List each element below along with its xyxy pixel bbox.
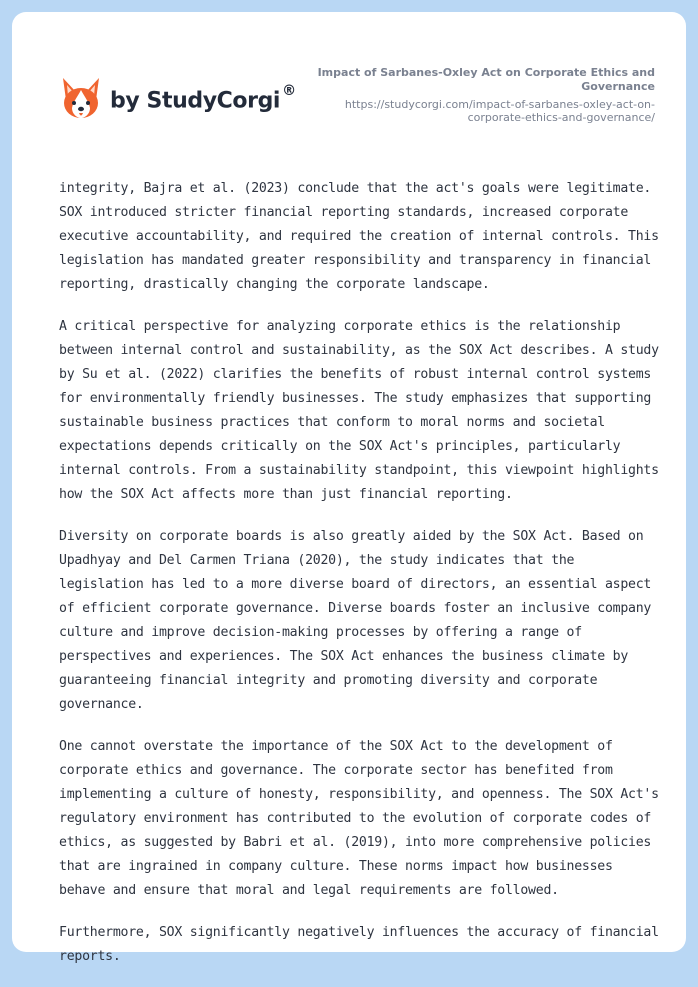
studycorgi-logo[interactable]: [60, 76, 296, 120]
paragraph: integrity, Bajra et al. (2023) conclude that the act's goals were legitimate. SOX introduced stricter financial reporting standards, increased corporate executive accountability, and required the creation of internal controls. This legislation has mandated greater responsibility and transparency in financial reporting, drastically changing the corporate landscape.: [59, 181, 659, 292]
page-header: [12, 12, 686, 162]
document-url[interactable]: https://studycorgi.com/impact-of-sarbanes-oxley-act-on-corporate-ethics-and-governance/: [344, 98, 655, 124]
paragraph: Diversity on corporate boards is also greatly aided by the SOX Act. Based on Upadhyay and Del Carmen Triana (2020), the study indicates that the legislation has led to a more diverse board of directors, an essential aspect of efficient corporate governance. Diverse boards foster an inclusive company culture and improve decision-making processes by offering a range of perspectives and experiences. The SOX Act enhances the business climate by guaranteeing financial integrity and promoting diversity and corporate governance.: [59, 529, 652, 712]
document-title: Impact of Sarbanes-Oxley Act on Corporate Ethics and Governance: [317, 66, 655, 93]
document-meta: [315, 66, 655, 124]
essay-body: [59, 177, 659, 987]
paragraph: A critical perspective for analyzing corporate ethics is the relationship between internal control and sustainability, as the SOX Act describes. A study by Su et al. (2022) clarifies the benefits of robust internal control systems for environmentally friendly businesses. The study emphasizes that supporting sustainable business practices that conform to moral norms and societal expectations depends critically on the SOX Act's principles, particularly internal controls. From a sustainability standpoint, this viewpoint highlights how the SOX Act affects more than just financial reporting.: [59, 319, 659, 502]
registered-mark: ®: [282, 82, 296, 99]
document-page: [12, 12, 686, 964]
brand-name: by StudyCorgi ®: [110, 82, 296, 114]
corgi-logo-icon: [60, 76, 102, 120]
paragraph: One cannot overstate the importance of the SOX Act to the development of corporate ethics and governance. The corporate sector has benefited from implementing a culture of honesty, responsibility, and openness. The SOX Act's regulatory environment has contributed to the evolution of corporate codes of ethics, as suggested by Babri et al. (2019), into more comprehensive policies that are ingrained in company culture. These norms impact how businesses behave and ensure that moral and legal requirements are followed.: [59, 739, 659, 898]
paragraph: Furthermore, SOX significantly negatively influences the accuracy of financial reports.: [59, 925, 659, 964]
